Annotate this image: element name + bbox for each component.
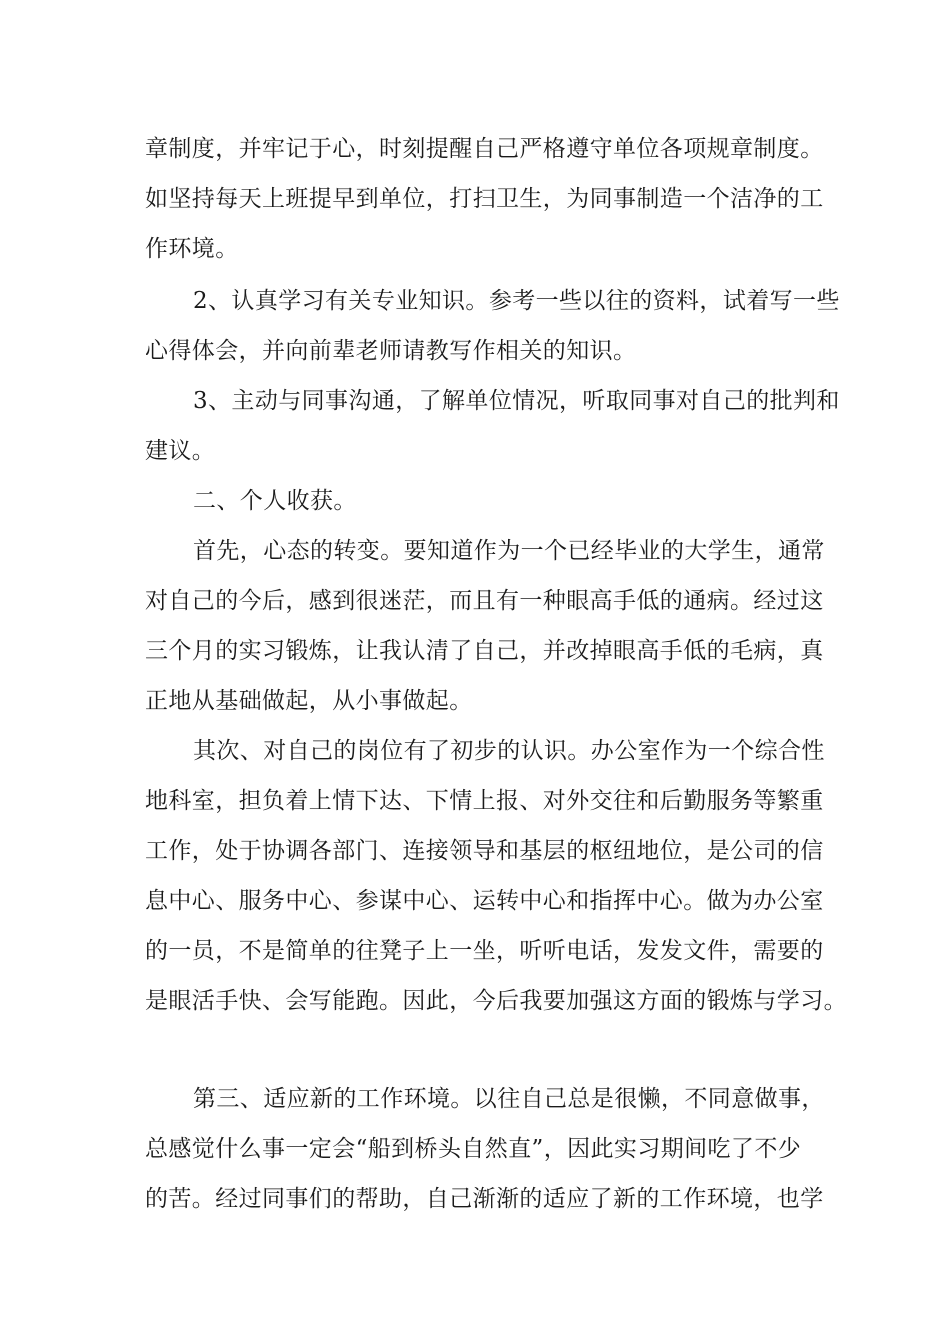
text-line: 是眼活手快、会写能跑。因此，今后我要加强这方面的锻炼与学习。 [145, 988, 847, 1014]
text-line: 章制度，并牢记于心，时刻提醒自己严格遵守单位各项规章制度。 [145, 136, 824, 162]
text-line: 地科室，担负着上情下达、下情上报、对外交往和后勤服务等繁重 [145, 788, 824, 814]
text-line: 工作，处于协调各部门、连接领导和基层的枢纽地位，是公司的信 [145, 838, 824, 864]
text-line: 息中心、服务中心、参谋中心、运转中心和指挥中心。做为办公室 [145, 888, 824, 914]
text-line: 作环境。 [145, 236, 239, 262]
text-line: 第三、适应新的工作环境。以往自己总是很懒，不同意做事， [193, 1086, 825, 1112]
text-line: 三个月的实习锻炼，让我认清了自己，并改掉眼高手低的毛病，真 [145, 638, 824, 664]
text-line: 其次、对自己的岗位有了初步的认识。办公室作为一个综合性 [193, 738, 825, 764]
text-line: 心得体会，并向前辈老师请教写作相关的知识。 [145, 338, 637, 364]
text-line: 对自己的今后，感到很迷茫，而且有一种眼高手低的通病。经过这 [145, 588, 824, 614]
text-line: 首先，心态的转变。要知道作为一个已经毕业的大学生，通常 [193, 538, 825, 564]
text-line: 建议。 [145, 438, 216, 464]
section-heading: 二、个人收获。 [193, 488, 357, 514]
text-line: 3、主动与同事沟通，了解单位情况，听取同事对自己的批判和 [193, 388, 840, 414]
text-line: 的一员，不是简单的往凳子上一坐，听听电话，发发文件，需要的 [145, 938, 824, 964]
text-line: 如坚持每天上班提早到单位，打扫卫生，为同事制造一个洁净的工 [145, 186, 824, 212]
text-line: 2、认真学习有关专业知识。参考一些以往的资料，试着写一些 [193, 288, 840, 314]
text-line: 的苦。经过同事们的帮助，自己渐渐的适应了新的工作环境，也学 [145, 1186, 824, 1212]
text-line: 总感觉什么事一定会“船到桥头自然直”，因此实习期间吃了不少 [145, 1136, 802, 1162]
text-line: 正地从基础做起，从小事做起。 [145, 688, 473, 714]
